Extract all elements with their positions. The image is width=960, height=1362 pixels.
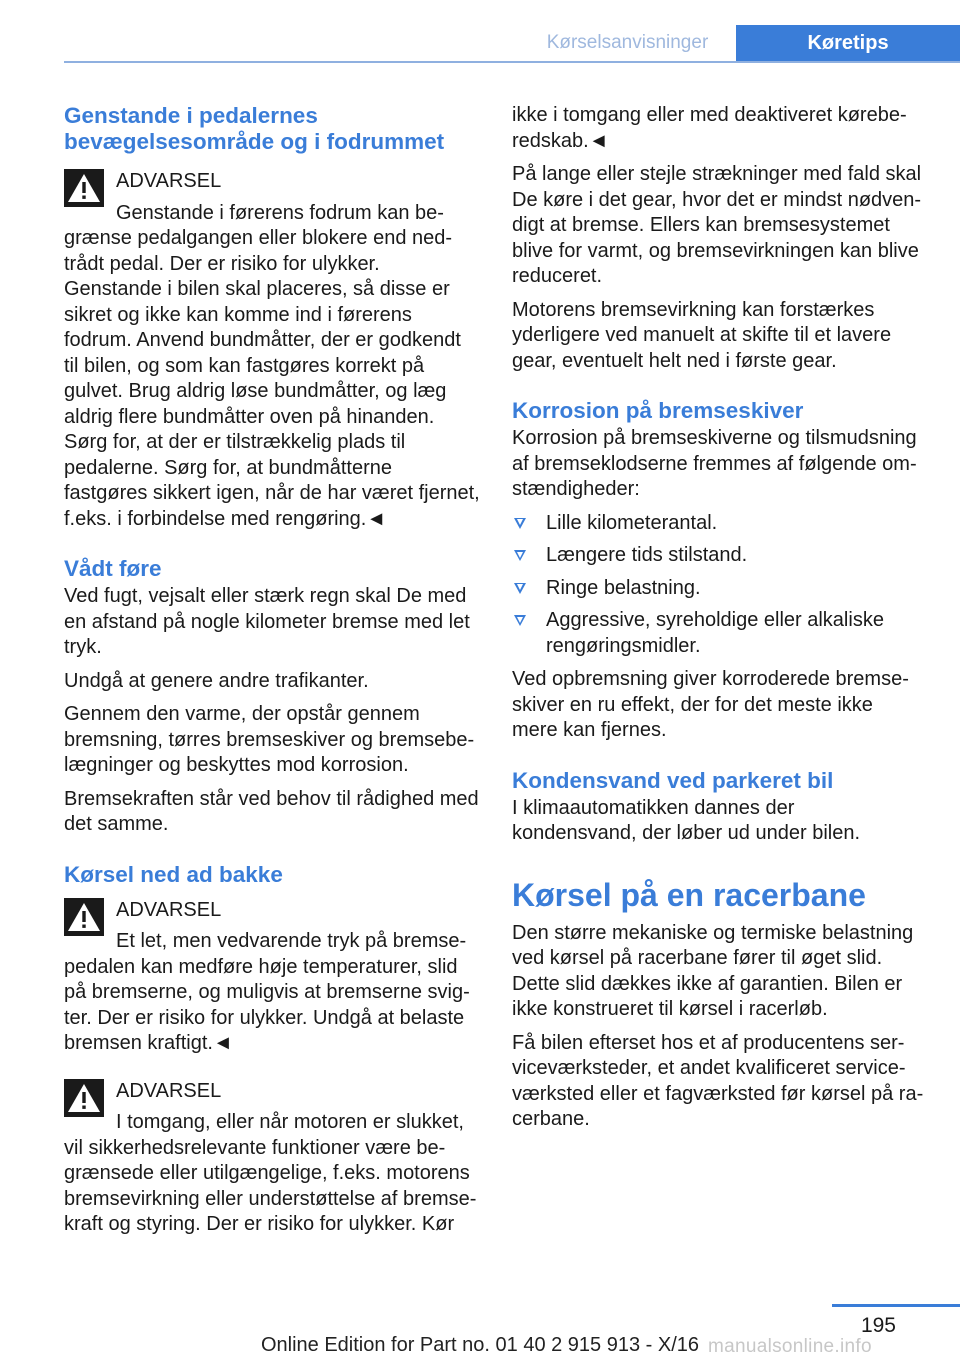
warning-text: Genstande i førerens fodrum kan begrænse pedalgangen eller blokere end nedtrådt pedal. Der er risiko for ulykker. Genstande i bilen skal placeres, så disse er sikret og ikke kan komme ind i førerens fodrum. Anvend bundmåtter, der er godkendt til bilen, og som kan fastgøres korrekt på gulvet. Brug aldrig løse bundmåtter, og læg aldrig flere bundmåtter oven på hinanden. Sørg for, at der er tilstrækkelig plads til pedalerne. Sørg for, at bundmåtterne fastgøres sikkert igen, når de har været fjernet, f.eks. i forbindelse med rengøring.◄ (64, 201, 480, 530)
warning-icon (64, 898, 104, 936)
warning-icon (64, 1079, 104, 1117)
paragraph: Bremsekraften står ved behov til rådighed med det samme. (64, 787, 479, 835)
warning-label: ADVARSEL (116, 1079, 222, 1102)
warning-block-brake-pressure (64, 898, 480, 1057)
section-title-brake-corrosion: Korrosion på bremseskiver (512, 398, 804, 423)
list-item-text: Ringe belastning. (546, 576, 701, 599)
paragraph: Få bilen efterset hos et af producentens serviceværksteder, et andet kvalificeret serviceværksted eller et fagværksted før kørsel på racerbane. (512, 1031, 924, 1130)
paragraph-continued: ikke i tomgang eller med deaktiveret køreberedskab.◄ (512, 104, 907, 152)
list-item (512, 576, 924, 602)
paragraph: Ved opbremsning giver korroderede bremseskiver en ru effekt, der for det meste ikke mere kan fjernes. (512, 668, 909, 741)
list-item (512, 608, 924, 659)
paragraph: Gennem den varme, der opstår gennem bremsning, tørres bremseskiver og bremsebelægninger og beskyttes mod korrosion. (64, 703, 475, 776)
footer-rule (832, 1304, 960, 1307)
section-title-pedals (64, 103, 480, 155)
list-item-text: Lille kilometerantal. (546, 511, 718, 534)
list-item-text: Aggressive, syreholdige eller alkaliske rengøringsmidler. (546, 609, 884, 657)
right-column (512, 103, 924, 1141)
section-title-pedals-line1: Genstande i pedalernes (64, 103, 318, 128)
list-item-text: Længere tids stilstand. (546, 544, 748, 566)
footer-edition: Online Edition for Part no. 01 40 2 915 913 - X/16 (260, 1334, 700, 1356)
header-active-tab: Køretips (736, 25, 960, 61)
bullet-triangle-icon (514, 615, 526, 626)
paragraph: Ved fugt, vejsalt eller stærk regn skal De med en afstand på nogle kilometer bremse med let tryk. (64, 585, 470, 658)
page-number: 195 (860, 1314, 896, 1337)
paragraph: Motorens bremsevirkning kan forstærkes yderligere ved manuelt at skifte til et lavere gear, eventuelt helt ned i første gear. (512, 298, 892, 372)
list-item (512, 511, 924, 537)
header-rule (64, 61, 960, 63)
warning-block-idle (64, 1079, 480, 1238)
heading-race-track: Kørsel på en racerbane (512, 876, 866, 913)
paragraph: Korrosion på bremseskiverne og tilsmudsning af bremseklodserne fremmes af følgende omstændigheder: (512, 427, 917, 500)
section-title-pedals-line2: bevægelsesområde og i fodrummet (64, 129, 445, 154)
paragraph: Den større mekaniske og termiske belastning ved kørsel på racerbane fører til øget slid. Dette slid dækkes ikke af garantien. Bilen er ikke konstrueret til kørsel i racerløb. (512, 921, 914, 1020)
warning-label: ADVARSEL (116, 170, 222, 192)
section-title-condensation: Kondensvand ved parkeret bil (512, 767, 834, 793)
bullet-triangle-icon (514, 550, 526, 561)
left-column (64, 103, 480, 1246)
header-section-tab: Kørselsanvisninger (546, 32, 709, 53)
section-title-wet-roads: Vådt føre (64, 556, 162, 581)
list-item (512, 543, 924, 569)
watermark: manualsonline.info (708, 1336, 872, 1357)
paragraph: Undgå at genere andre trafikanter. (64, 669, 369, 692)
paragraph: På lange eller stejle strækninger med fald skal De køre i det gear, hvor det er mindst nødvendigt at bremse. Ellers kan bremsesystemet blive for varmt, og bremsevirkningen kan blive reduceret. (512, 163, 922, 287)
warning-icon (64, 169, 104, 207)
warning-text: I tomgang, eller når motoren er slukket, vil sikkerhedsrelevante funktioner være begrænsede eller utilgængelige, f.eks. motorens bremsevirkning eller understøttelse af bremsekraft og styring. Der er risiko for ulykker. Kør (64, 1111, 477, 1235)
section-title-downhill: Kørsel ned ad bakke (64, 861, 283, 887)
bullet-triangle-icon (514, 518, 526, 529)
warning-block-floormats (64, 169, 480, 532)
bullet-list (512, 511, 924, 660)
paragraph: I klimaautomatikken dannes der kondensvand, der løber ud under bilen. (512, 796, 861, 844)
warning-label: ADVARSEL (116, 898, 222, 921)
warning-text: Et let, men vedvarende tryk på bremsepedalen kan medføre høje temperaturer, slid på bremserne, og muligvis at bremserne svigter. Der er risiko for ulykker. Undgå at belaste bremsen kraftigt.◄ (64, 930, 470, 1054)
bullet-triangle-icon (514, 583, 526, 594)
